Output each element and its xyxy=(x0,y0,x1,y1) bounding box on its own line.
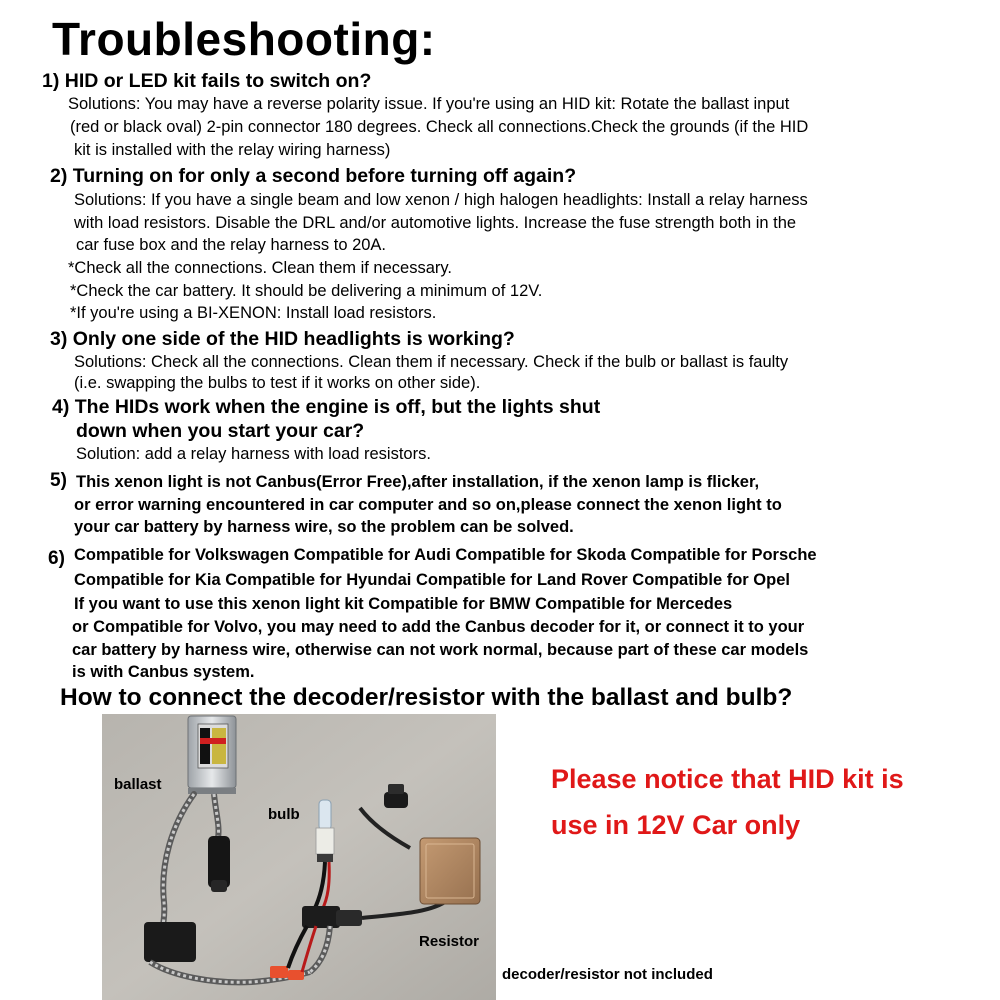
section-2-line: *Check all the connections. Clean them if necessary. xyxy=(68,259,452,277)
howto-heading: How to connect the decoder/resistor with the ballast and bulb? xyxy=(60,684,793,711)
wiring-illustration xyxy=(102,714,496,1000)
resistor-box xyxy=(420,838,480,904)
section-2-line: Solutions: If you have a single beam and low xenon / high halogen headlights: Install a relay harness xyxy=(74,191,808,209)
notice-line-1: Please notice that HID kit is xyxy=(551,764,904,794)
section-2-line: *If you're using a BI-XENON: Install load resistors. xyxy=(70,304,437,322)
ballast-unit xyxy=(188,716,236,794)
section-6-line: Compatible for Volkswagen Compatible for Audi Compatible for Skoda Compatible for Porsche xyxy=(74,546,817,564)
section-2-heading: 2) Turning on for only a second before turning off again? xyxy=(50,165,577,187)
notice-line-2: use in 12V Car only xyxy=(551,810,801,840)
section-5-line: This xenon light is not Canbus(Error Free),after installation, if the xenon lamp is flicker, xyxy=(76,473,760,491)
ballast-label: ballast xyxy=(114,776,162,793)
section-6-line: If you want to use this xenon light kit Compatible for BMW Compatible for Mercedes xyxy=(74,595,733,613)
section-2-line: car fuse box and the relay harness to 20A. xyxy=(76,236,387,254)
section-6-number: 6) xyxy=(48,548,65,569)
section-2-line: *Check the car battery. It should be delivering a minimum of 12V. xyxy=(70,282,543,300)
section-3-line: (i.e. swapping the bulbs to test if it works on other side). xyxy=(74,374,481,392)
section-1-line: (red or black oval) 2-pin connector 180 degrees. Check all connections.Check the grounds (if the HID xyxy=(70,118,809,136)
page-title: Troubleshooting: xyxy=(52,13,436,65)
section-4-line: Solution: add a relay harness with load resistors. xyxy=(76,445,431,463)
resistor-label: Resistor xyxy=(419,933,480,950)
section-6-line: car battery by harness wire, otherwise can not work normal, because part of these car models xyxy=(72,641,809,659)
section-4-heading: down when you start your car? xyxy=(76,420,365,442)
section-4-heading: 4) The HIDs work when the engine is off, but the lights shut xyxy=(52,396,601,418)
section-5-line: your car battery by harness wire, so the problem can be solved. xyxy=(74,518,574,536)
section-6-line: is with Canbus system. xyxy=(72,663,255,681)
section-3-heading: 3) Only one side of the HID headlights is working? xyxy=(50,328,515,350)
section-5-number: 5) xyxy=(50,470,67,491)
photo-caption: decoder/resistor not included xyxy=(502,966,713,983)
section-6-line: Compatible for Kia Compatible for Hyundai Compatible for Land Rover Compatible for Opel xyxy=(74,571,790,589)
wiring-photo xyxy=(102,714,496,1000)
section-1-line: kit is installed with the relay wiring harness) xyxy=(74,141,391,159)
section-2-line: with load resistors. Disable the DRL and/or automotive lights. Increase the fuse strength both in the xyxy=(74,214,797,232)
section-3-line: Solutions: Check all the connections. Clean them if necessary. Check if the bulb or ballast is faulty xyxy=(74,353,789,371)
section-1-heading: 1) HID or LED kit fails to switch on? xyxy=(42,70,372,92)
section-6-line: or Compatible for Volvo, you may need to add the Canbus decoder for it, or connect it to your xyxy=(72,618,805,636)
section-5-line: or error warning encountered in car computer and so on,please connect the xenon light to xyxy=(74,496,782,514)
bulb-label: bulb xyxy=(268,806,300,823)
section-1-line: Solutions: You may have a reverse polarity issue. If you're using an HID kit: Rotate the ballast input xyxy=(68,95,790,113)
